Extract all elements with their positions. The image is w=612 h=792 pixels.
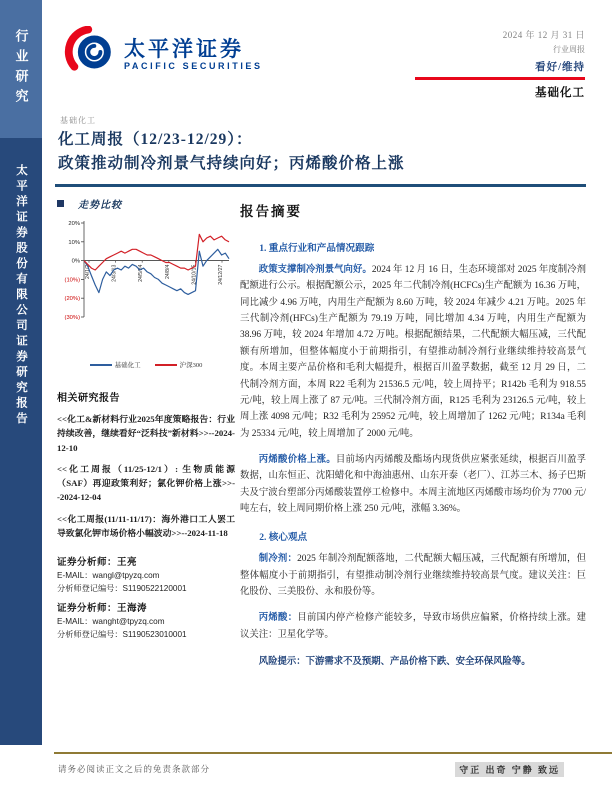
sidebar-top-label: 行业研究	[13, 29, 29, 109]
logo-name-en: PACIFIC SECURITIES	[124, 61, 263, 72]
related-report-item: <<化工周报(11/11-11/17)：海外港口工人罢工导致氯化钾市场价格小幅波动>>--2024-11-18	[57, 513, 235, 538]
svg-text:(30%): (30%)	[64, 315, 80, 321]
square-bullet-icon	[57, 200, 64, 207]
report-title-line2: 政策推动制冷剂景气持续向好；丙烯酸价格上涨	[58, 155, 405, 173]
paragraph-body: 目前国内停产检修产能较多，导致市场供应偏紧，价格持续上涨。建议关注：卫星化学等。	[240, 613, 586, 640]
svg-text:10%: 10%	[68, 239, 80, 246]
svg-text:24/3/13: 24/3/13	[111, 264, 118, 282]
paragraph-lead: 丙烯酸价格上涨。	[258, 454, 336, 465]
industry-rating: 看好/维持	[535, 62, 585, 73]
report-title	[58, 128, 588, 176]
pacific-securities-logo-icon	[64, 26, 116, 83]
analyst-entry	[57, 554, 235, 594]
core-view-refrigerant	[240, 551, 586, 600]
paragraph-body: 2025 年制冷剂配额落地，二代配额大幅压减，三代配额有所增加，但整体幅度小于前期指引，有望推动制冷剂行业继续维持较高景气度。建议关注：巨化股份、三美股份、永和股份等。	[240, 554, 586, 598]
legend-label-index: 沪深300	[179, 362, 203, 369]
title-eyebrow: 基础化工	[60, 116, 96, 125]
analysts-block	[57, 554, 235, 640]
footer-motto: 守正 出奇 宁静 致远	[455, 762, 564, 777]
svg-text:(10%): (10%)	[64, 277, 80, 284]
sidebar-industry-research-band	[0, 0, 42, 138]
paragraph-lead: 制冷剂：	[258, 554, 298, 565]
sidebar-bottom-label: 太平洋证券股份有限公司证券研究报告	[15, 164, 27, 428]
trend-comparison-chart	[57, 217, 233, 353]
rating-underline	[415, 77, 585, 80]
svg-text:0%: 0%	[71, 258, 80, 265]
svg-text:24/1/2: 24/1/2	[85, 264, 91, 280]
legend-item-index	[155, 360, 203, 369]
analyst-registration: 分析师登记编号：S1190523010001	[57, 630, 187, 639]
summary-section-1-heading: 1. 重点行业和产品情况跟踪	[259, 243, 375, 254]
legend-item-industry	[90, 360, 141, 369]
related-report-item: <<化工&新材料行业2025年度策略报告：行业持续改善，继续看好“泛科技”新材料>>--2024-12-10	[57, 414, 235, 453]
trend-section-title: 走势比较	[78, 200, 122, 211]
legend-line-red-icon	[155, 364, 177, 366]
svg-text:(20%): (20%)	[64, 296, 80, 303]
footer-divider	[54, 752, 612, 754]
svg-text:20%: 20%	[68, 221, 80, 227]
left-sidebar	[0, 0, 42, 792]
related-reports-title: 相关研究报告	[57, 393, 120, 404]
legend-line-blue-icon	[90, 364, 112, 366]
analyst-name: 证券分析师：王海涛	[57, 604, 148, 614]
report-summary-column	[240, 196, 586, 681]
svg-text:24/5/24: 24/5/24	[138, 264, 145, 282]
industry-name: 基础化工	[535, 87, 585, 99]
report-title-line1: 化工周报（12/23-12/29）：	[58, 131, 253, 148]
analyst-entry	[57, 600, 235, 640]
summary-paragraph-refrigerant	[240, 262, 586, 442]
logo-wordmark	[124, 38, 263, 71]
footer-disclaimer: 请务必阅读正文之后的免责条款部分	[58, 764, 211, 774]
svg-text:24/12/27: 24/12/27	[218, 264, 224, 285]
paragraph-lead: 政策支撑制冷剂景气向好。	[258, 265, 372, 275]
summary-title: 报告摘要	[240, 204, 302, 219]
paragraph-body: 2024 年 12 月 16 日，生态环境部对 2025 年度制冷剂配额进行公示。根据配额公示，2025 年二代制冷剂(HCFCs)生产配额为 16.36 万吨，同比减少 4.96 万吨，内用生产配额为 8.60 万吨，较 2024 年减少 4.21 万吨。2025 年三代制冷剂(HFCs)生产配额为 79.19 万吨，同比增加 4.34 万吨，内用生产配额为 38.96 万吨，较 2024 年增加 4.72 万吨。根据配额结果，二代配额大幅压减，三代配额有所增加，但整体幅度小于前期指引，有望推动制冷剂行业继续维持较高景气度。本周主要产品价格和毛利大幅提升，根据百川盈孚数据，截至 12 月 29 日，二代制冷剂方面，本周 R22 毛利为 21536.5 元/吨，较上周持平；R142b 毛利为 918.55 元/吨，较上周上涨了 87 元/吨。三代制冷剂方面，R125 毛利为 23126.5 元/吨，较上周上涨 4098 元/吨；R32 毛利为 25952 元/吨，较上周增加了 1262 元/吨；R134a 毛利为 25334 元/吨，较上周增加了 2000 元/吨。	[240, 265, 586, 439]
report-meta	[355, 28, 585, 100]
summary-section-2-heading: 2. 核心观点	[259, 532, 308, 544]
logo-name-cn: 太平洋证券	[124, 36, 244, 61]
core-view-acrylic-acid	[240, 610, 586, 643]
report-date: 2024 年 12 月 31 日	[502, 30, 585, 40]
analyst-email: E-MAIL：wangl@tpyzq.com	[57, 571, 160, 580]
summary-paragraph-acrylic-acid	[240, 452, 586, 517]
analyst-name: 证券分析师：王亮	[57, 558, 138, 568]
related-report-item: <<化工周报（11/25-12/1）: 生物质能源（SAF）再迎政策利好；氯化钾价格上涨>>--2024-12-04	[57, 463, 235, 503]
paragraph-body: 目前场内丙烯酸及酯场内现货供应紧张延续，根据百川盈孚数据，山东恒正、沈阳蜡化和中海油惠州、山东开泰（老厂）、江苏三木、扬子巴斯夫及宁波台塑部分丙烯酸装置停工检修中。本周主流地区丙烯酸市场均价为 7700 元/吨左右，较上周同期价格上涨 250 元/吨，涨幅 3.36%。	[240, 454, 586, 515]
legend-label-industry: 基础化工	[114, 362, 141, 369]
analyst-email: E-MAIL：wanght@tpyzq.com	[57, 617, 165, 626]
trend-section-header	[57, 196, 235, 211]
chart-legend	[57, 360, 235, 369]
paragraph-lead: 丙烯酸：	[258, 613, 298, 624]
svg-text:24/10/15: 24/10/15	[191, 264, 198, 285]
report-type: 行业周报	[553, 45, 585, 54]
pacific-securities-logo	[64, 26, 263, 83]
title-divider	[55, 184, 586, 187]
risk-warning: 风险提示：下游需求不及预期、产品价格下跌、安全环保风险等。	[258, 657, 531, 668]
sidebar-company-band	[0, 138, 42, 745]
left-column	[57, 196, 235, 642]
svg-text:24/8/4: 24/8/4	[164, 264, 171, 280]
analyst-registration: 分析师登记编号：S1190522120001	[57, 584, 187, 593]
